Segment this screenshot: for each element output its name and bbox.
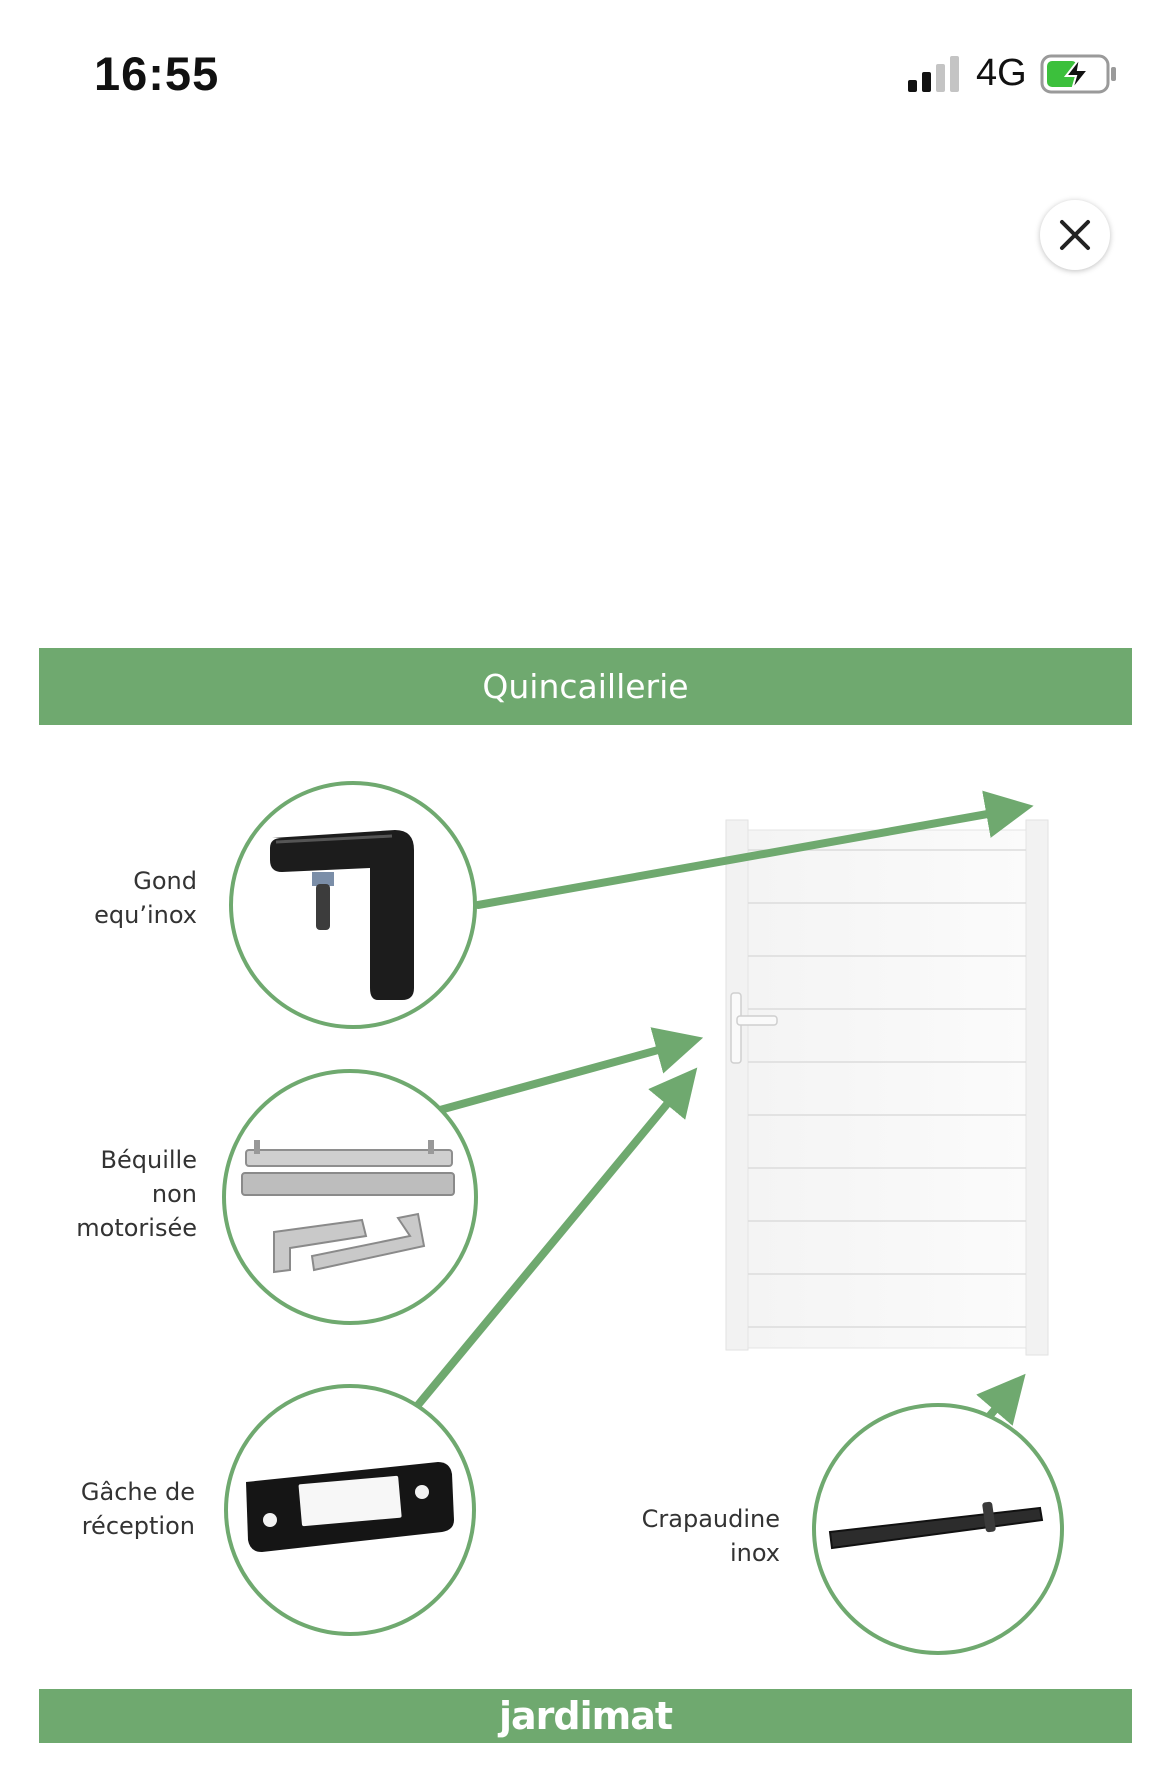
label-bequille: Béquille non motorisée [76,1146,197,1242]
network-type: 4G [976,52,1027,94]
infographic-title: Quincaillerie [482,667,689,706]
gate-illustration [726,820,1048,1355]
label-crapaudine: Crapaudine inox [641,1505,780,1567]
label-gond: Gond equ’inox [94,867,197,929]
infographic-footer [39,1689,1132,1743]
status-time: 16:55 [94,47,220,100]
label-gache: Gâche de réception [80,1478,195,1540]
brand-logo: jardimat [498,1694,673,1738]
